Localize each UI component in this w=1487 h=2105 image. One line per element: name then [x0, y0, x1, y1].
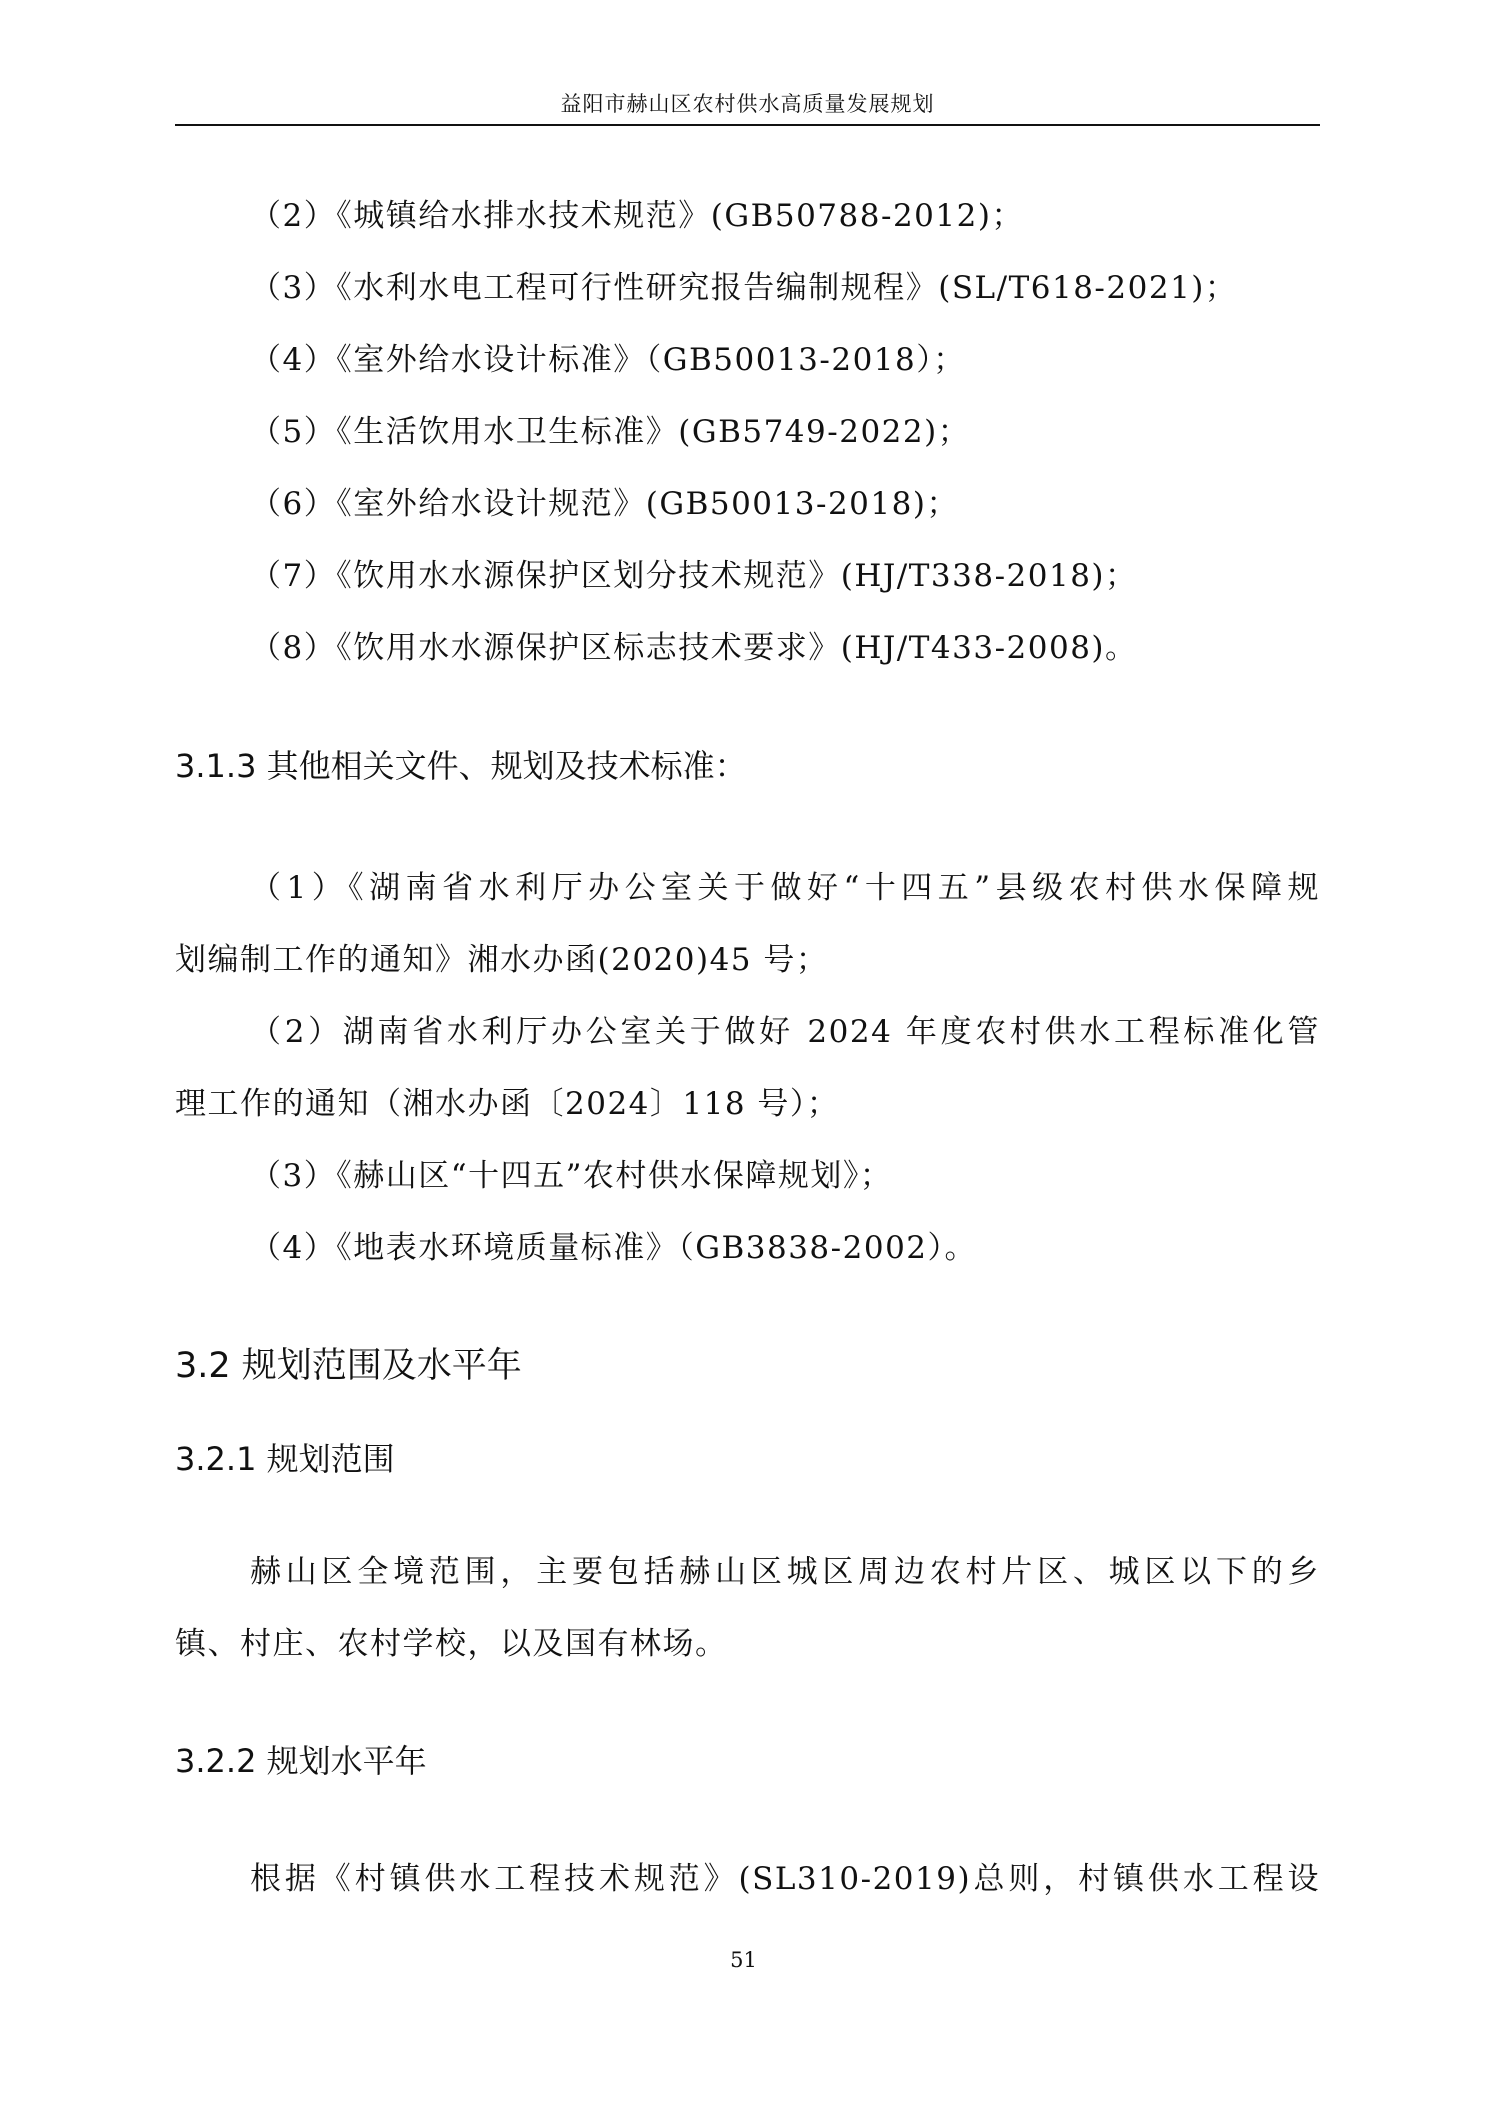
- standard-item-4: （4）《室外给水设计标准》（GB50013-2018）；: [250, 342, 966, 378]
- other-doc-item-1-line-2: 划编制工作的通知》湘水办函(2020)45 号；: [175, 942, 829, 978]
- page-number: 51: [730, 1948, 757, 1972]
- other-doc-item-1-line-1: （1）《湖南省水利厅办公室关于做好“十四五”县级农村供水保障规: [250, 870, 1320, 906]
- other-doc-item-3: （3）《赫山区“十四五”农村供水保障规划》；: [250, 1158, 893, 1194]
- section-3-2-heading: 3.2 规划范围及水平年: [175, 1346, 522, 1386]
- standard-item-6: （6）《室外给水设计规范》(GB50013-2018)；: [250, 486, 959, 522]
- page-header-title: 益阳市赫山区农村供水高质量发展规划: [560, 92, 935, 116]
- standard-item-8: （8）《饮用水水源保护区标志技术要求》(HJ/T433-2008)。: [250, 630, 1138, 666]
- section-3-2-1-heading: 3.2.1 规划范围: [175, 1440, 395, 1478]
- standard-item-7: （7）《饮用水水源保护区划分技术规范》(HJ/T338-2018)；: [250, 558, 1138, 594]
- scope-paragraph-line-1: 赫山区全境范围，主要包括赫山区城区周边农村片区、城区以下的乡: [250, 1554, 1320, 1590]
- header-divider: [175, 124, 1320, 126]
- other-doc-item-4: （4）《地表水环境质量标准》（GB3838-2002）。: [250, 1230, 978, 1266]
- standard-item-3: （3）《水利水电工程可行性研究报告编制规程》(SL/T618-2021)；: [250, 270, 1238, 306]
- section-3-1-3-heading: 3.1.3 其他相关文件、规划及技术标准：: [175, 747, 747, 785]
- other-doc-item-2-line-2: 理工作的通知（湘水办函〔2024〕118 号）；: [175, 1086, 840, 1122]
- horizon-paragraph-line-1: 根据《村镇供水工程技术规范》(SL310-2019)总则，村镇供水工程设: [250, 1861, 1320, 1897]
- standard-item-5: （5）《生活饮用水卫生标准》(GB5749-2022)；: [250, 414, 971, 450]
- other-doc-item-2-line-1: （2）湖南省水利厅办公室关于做好 2024 年度农村供水工程标准化管: [250, 1014, 1320, 1050]
- section-3-2-2-heading: 3.2.2 规划水平年: [175, 1742, 427, 1780]
- scope-paragraph-line-2: 镇、村庄、农村学校，以及国有林场。: [175, 1626, 728, 1662]
- standard-item-2: （2）《城镇给水排水技术规范》(GB50788-2012)；: [250, 198, 1024, 234]
